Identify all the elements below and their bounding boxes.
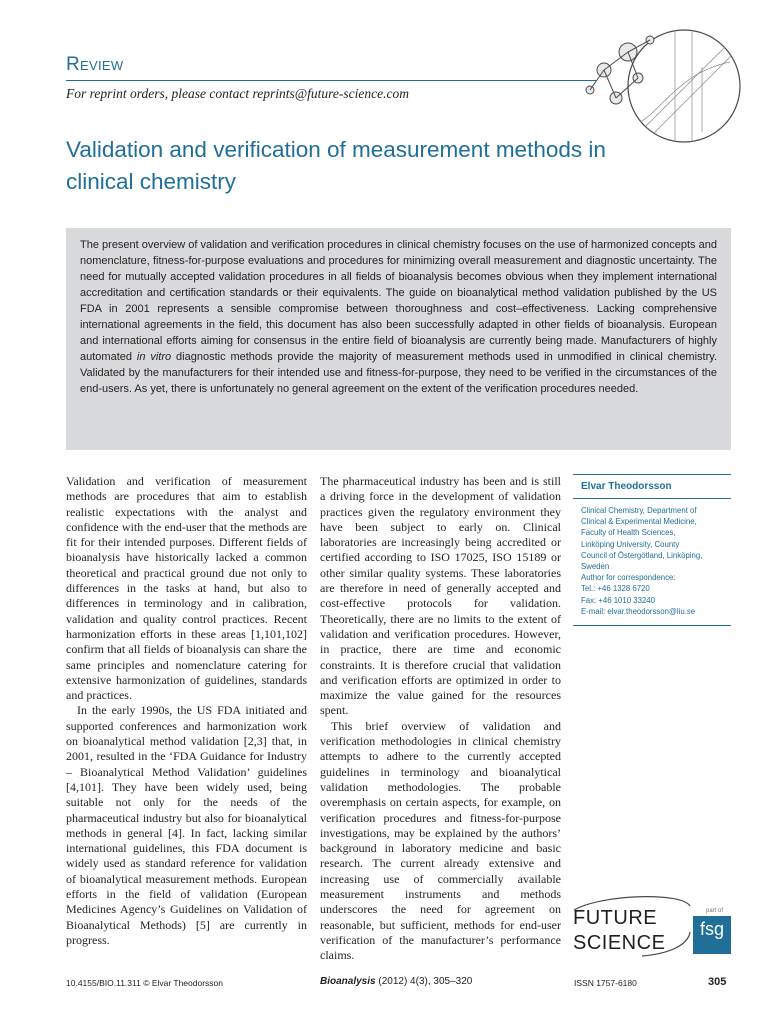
author-box [573,474,731,626]
affiliation-line: Clinical & Experimental Medicine, [581,517,697,527]
affiliation-line: Clinical Chemistry, Department of [581,506,697,515]
author-name: Elvar Theodorsson [581,481,672,492]
abstract-box [66,228,731,450]
footer-journal-citation [320,976,472,987]
affiliation-line: Sweden [581,562,610,572]
author-email: E-mail: elvar.theodorsson@liu.se [581,606,696,616]
body-paragraph: In the early 1990s, the US FDA initiated and supported conferences and harmonization work on bioanalytical method validation [2,3] that, in 2001, resulted in the ‘FDA Guidance for Industry – Bioanalytical Method Validation’ guidelines [4,101]. They have been widely used, being suitable not only for the needs of the pharmaceutical industry but also for bioanalytical methods in general [4]. In fact, lacking similar international guidelines, this FDA document is widely used as standard reference for validation of bioanalytical measurement methods. European efforts in the field of validation (European Medicines Agency’s Guidelines on Validation of Bioanalytical Methods) [5] are currently in progress. [66,703,307,947]
body-paragraph: Validation and verification of measurement methods are procedures that aim to establish realistic expectations with the analyst and confidence with the end-user that the methods are fit for their intended purposes. Different fields of bioanalysis have historically lacked a common theoretical and practical ground due not only to differences in the tasks at hand, but also to differences in terminology and in calibration, validation and quality control practices. Recent harmonization efforts in these areas [1,101,102] confirm that all fields of bioanalysis can share the same principles and nomenclature catering for extensive harmonization of guidelines, standards and practices. [66,474,307,703]
body-column-left [66,474,307,948]
fsg-logo [693,916,731,954]
footer-issn: ISSN 1757-6180 [574,978,637,988]
logo-future-text: FUTURE [573,907,658,929]
body-column-middle [320,474,561,964]
abstract-italic-term: in vitro [136,351,172,363]
article-title: Validation and verification of measurement methods in clinical chemistry [66,137,606,194]
body-paragraph: This brief overview of validation and verification methodologies in clinical chemistry attempts to adhere to the currently accepted guidelines in terminology and bioanalytical validation methodologies. The probable overemphasis on certain aspects, for example, on verification procedures and fitness-for-purpose investigations, may be explained by the authors’ background in laboratory medicine and basic research. The current already extensive and increasing use of commercially available measurement instruments and methods underscores the need for agreement on reasonable, but sufficient, methods for end-user verification of the manufacturer’s performance claims. [320,718,561,963]
affiliation-line: Faculty of Health Sciences, [581,528,676,538]
section-rule [66,80,596,81]
abstract-text-part-2: diagnostic methods provide the majority of measurement methods used in unmodified in clinical chemistry. Validated by the manufacturers for their intended use and fitness-for-purpose, they need to be verified in the circumstances of the end-users. As yet, there is unfortunately no general agreement on the extent of the verification procedures needed. [80,351,717,395]
fsg-logo-text: fsg [699,919,724,939]
author-fax: Fax: +46 1010 33240 [581,595,655,605]
page-number: 305 [708,976,727,988]
logo-science-text: SCIENCE [573,932,666,954]
footer-journal-name: Bioanalysis [320,976,376,987]
affiliation-line: Council of Östergötland, Linköping, [581,550,703,560]
part-of-label: part of [706,908,724,914]
footer-doi: 10.4155/BIO.11.311 © Elvar Theodorsson [66,978,224,988]
abstract-text-part-1: The present overview of validation and verification procedures in clinical chemistry focuses on the use of harmonized concepts and nomenclature, fitness-for-purpose evaluations and procedures for minimizing overall measurement and diagnostic uncertainty. The need for mutually accepted validation procedures in all fields of bioanalysis becomes obvious when they implement international accreditation and certification standards or their equivalents. The guide on bioanalytical method validation published by the US FDA in 2001 represents a sensible compromise between thoroughness and cost–effectiveness. Lacking comprehensive international agreements in the field, this document has also been successfully adapted in other fields of bioanalysis. European and international efforts aiming for consensus in the entire field of bioanalysis are currently being made. Manufacturers of highly automated [80,239,717,363]
section-label: Review [66,54,124,75]
abstract-text [80,237,717,397]
affiliation-line: Linköping University, County [581,539,680,549]
reprint-notice: For reprint orders, please contact reprints@future-science.com [66,86,409,101]
author-affiliation [573,499,731,625]
author-box-rule [573,625,731,626]
author-telephone: Tel.: +46 1328 6720 [581,584,650,594]
future-science-logo [572,896,692,958]
body-paragraph: The pharmaceutical industry has been and is still a driving force in the development of validation practices given the regulatory environment they have been subject to early on. Clinical laboratories are increasingly being accredited or certified according to ISO 17025, ISO 15189 or other similar quality systems. These laboratories are therefore in need of generally accepted and cost-effective protocols for validation. Theoretically, there are no limits to the extent of validation and verification procedures. However, in practice, there are time and economic constraints. It is therefore crucial that validation and verification efforts are optimized in order to maximize the value gained for the resources spent. [320,474,561,718]
footer-journal-volume: (2012) 4(3), 305–320 [375,976,473,987]
correspondence-label: Author for correspondence: [581,573,676,583]
